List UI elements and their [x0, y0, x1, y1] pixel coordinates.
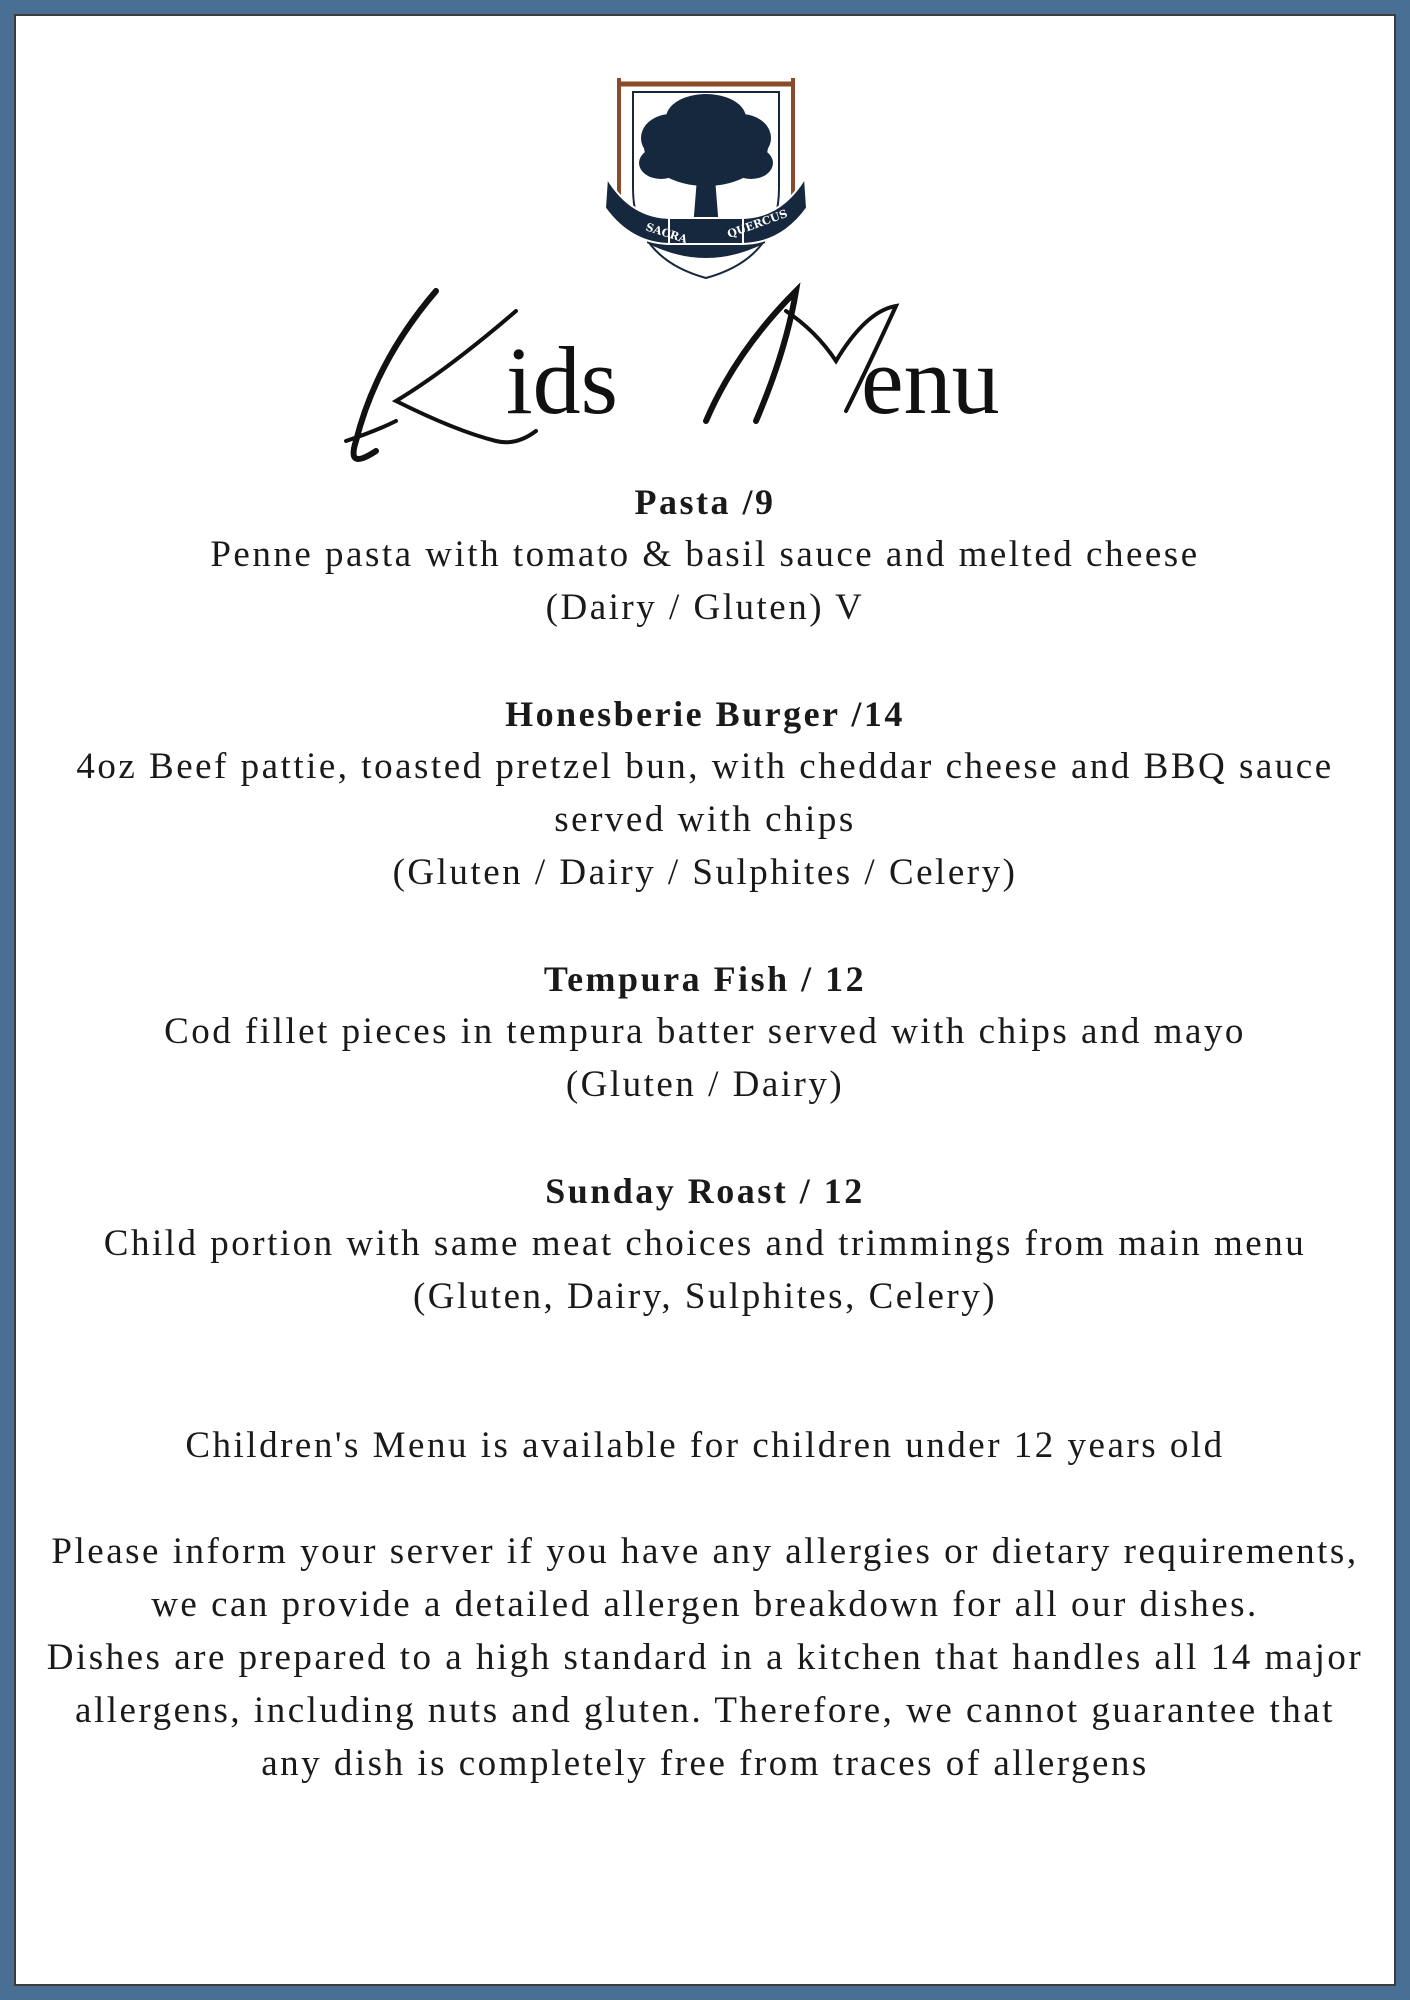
title-enu: enu: [861, 327, 1000, 434]
svg-text:QUERCUS: QUERCUS: [725, 207, 790, 241]
dish-title: Pasta /9: [634, 482, 776, 522]
dish-sunday-roast: [46, 1165, 1364, 1323]
dish-burger: [46, 688, 1364, 899]
dish-title: Honesberie Burger /14: [505, 694, 905, 734]
dish-allergens: (Dairy / Gluten) V: [545, 587, 865, 628]
oak-tree-crest-icon: [601, 68, 811, 288]
crest-logo: [601, 68, 811, 288]
dish-pasta: [46, 476, 1364, 634]
dish-description: Penne pasta with tomato & basil sauce and melted cheese: [210, 534, 1200, 575]
dish-allergens: (Gluten / Dairy / Sulphites / Celery): [392, 852, 1018, 893]
menu-title: [16, 271, 1394, 471]
menu-page: [14, 14, 1396, 1986]
dish-tempura-fish: [46, 953, 1364, 1111]
dish-allergens: (Gluten / Dairy): [565, 1064, 845, 1105]
title-ids: ids: [506, 327, 619, 434]
menu-notes: [46, 1419, 1364, 1790]
menu-content: [46, 476, 1364, 1790]
svg-text:SACRA: SACRA: [644, 220, 689, 247]
spacer: [46, 1472, 1364, 1525]
dish-title: Tempura Fish / 12: [543, 959, 867, 999]
dish-description: Child portion with same meat choices and trimmings from main menu: [103, 1223, 1307, 1264]
dish-title: Sunday Roast / 12: [545, 1171, 865, 1211]
kitchen-note: Dishes are prepared to a high standard in a kitchen that handles all 14 major allergens, including nuts and gluten. Therefore, we cannot guarantee that any dish is completely free from traces of allergens: [46, 1637, 1364, 1784]
dish-allergens: (Gluten, Dairy, Sulphites, Celery): [412, 1276, 998, 1317]
dish-extra: served with chips: [554, 799, 856, 840]
dish-description: 4oz Beef pattie, toasted pretzel bun, with cheddar cheese and BBQ sauce: [76, 746, 1334, 787]
dish-description: Cod fillet pieces in tempura batter served with chips and mayo: [164, 1011, 1246, 1052]
age-note: Children's Menu is available for children under 12 years old: [185, 1425, 1225, 1466]
allergy-note: Please inform your server if you have any allergies or dietary requirements, we can provide a detailed allergen breakdown for all our dishes.: [51, 1531, 1359, 1625]
